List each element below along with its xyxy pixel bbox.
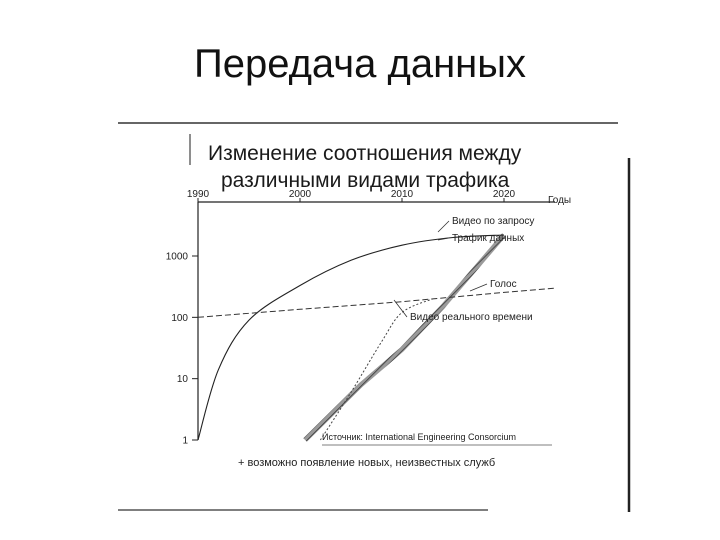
source-text: Источник: International Engineering Consorcium — [322, 432, 517, 442]
footnote-text: + возможно появление новых, неизвестных служб — [238, 457, 496, 469]
chart-series-labels — [394, 216, 534, 323]
series-leader-line — [438, 221, 449, 232]
x-tick-label: 2010 — [390, 189, 414, 200]
series-line-data-traffic — [198, 235, 504, 440]
series-label-data-traffic: Трафик данных — [452, 233, 525, 244]
x-axis-label: Годы — [548, 195, 572, 206]
chart-title-line1: Изменение соотношения между — [208, 142, 522, 165]
x-tick-label: 2000 — [288, 189, 312, 200]
series-label-video-on-demand: Видео по запросу — [452, 216, 535, 227]
series-leader-line — [470, 284, 487, 291]
y-tick-label: 1 — [182, 435, 188, 447]
chart-series — [198, 235, 555, 440]
x-tick-label: 2020 — [492, 189, 516, 200]
y-tick-label: 100 — [171, 312, 188, 324]
x-tick-label: 1990 — [186, 189, 210, 200]
chart-title-line2: различными видами трафика — [221, 169, 510, 192]
series-label-realtime-video: Видео реального времени — [410, 312, 533, 323]
series-line-video-on-demand — [305, 235, 504, 440]
series-label-voice: Голос — [490, 279, 517, 290]
slide-title: Передача данных — [193, 42, 527, 86]
y-tick-label: 1000 — [165, 251, 188, 263]
y-tick-label: 10 — [176, 374, 188, 386]
